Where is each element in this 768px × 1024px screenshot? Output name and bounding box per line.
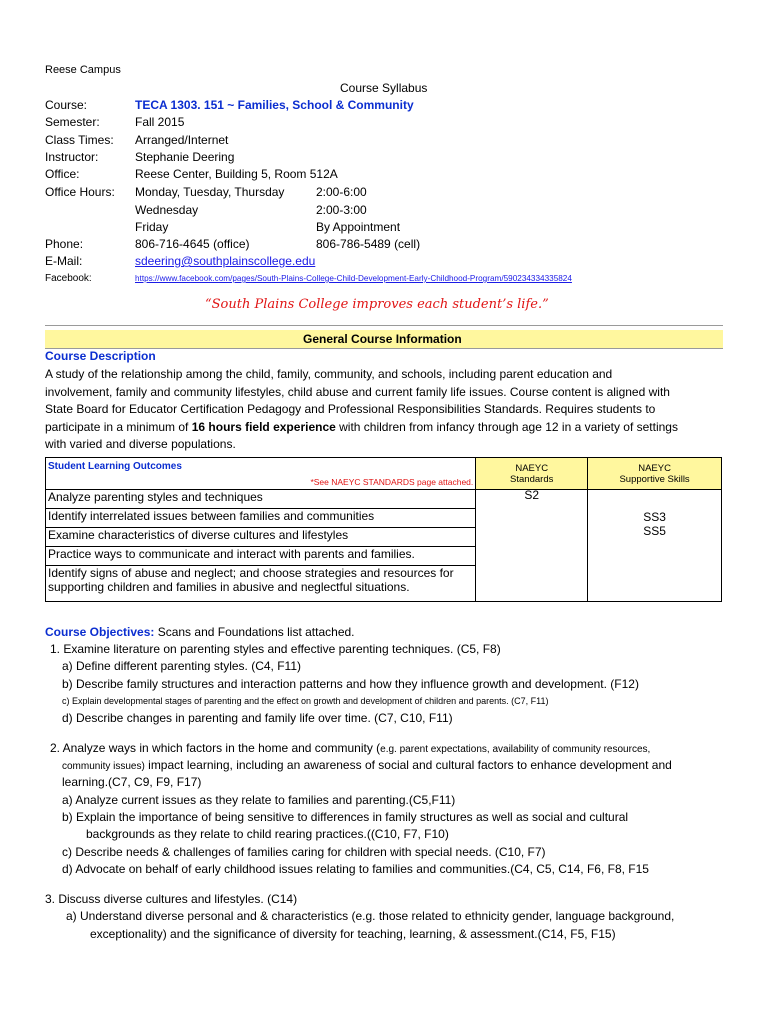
- table-header-row: [46, 458, 722, 490]
- course-label: Course:: [45, 98, 88, 112]
- objective-1b: b) Describe family structures and interaction patterns and how they influence growth and development. (F12): [62, 677, 639, 691]
- standards-cell: S2: [476, 490, 588, 602]
- objective-3: 3. Discuss diverse cultures and lifestyles. (C14): [45, 892, 298, 906]
- objective-1: 1. Examine literature on parenting styles and effective parenting techniques. (C5, F8): [50, 642, 501, 656]
- learning-outcomes-table: [45, 457, 722, 602]
- objective-2-line2: community issues) impact learning, including an awareness of social and cultural factors to enhance development and: [62, 758, 672, 772]
- objective-1d: d) Describe changes in parenting and family life over time. (C7, C10, F11): [62, 711, 453, 725]
- email-label: E-Mail:: [45, 254, 83, 268]
- description-line: with varied and diverse populations.: [45, 437, 236, 451]
- skills-header: NAEYC Supportive Skills: [588, 458, 722, 490]
- doc-title: Course Syllabus: [340, 81, 428, 95]
- college-motto: “South Plains College improves each student’s life.”: [205, 297, 549, 312]
- office-hours-days-3: Friday: [135, 220, 169, 234]
- table-row: [46, 490, 722, 509]
- description-line: State Board for Educator Certification Pedagogy and Professional Responsibilities Standards. Requires students to: [45, 402, 656, 416]
- slo-header: Student Learning Outcomes: [48, 461, 182, 472]
- objective-2c: c) Describe needs & challenges of families caring for children with special needs. (C10, F7): [62, 845, 546, 859]
- class-times-value: Arranged/Internet: [135, 133, 229, 147]
- description-line: A study of the relationship among the child, family, community, and schools, including parent education and: [45, 367, 613, 381]
- class-times-label: Class Times:: [45, 133, 114, 147]
- objective-3a: a) Understand diverse personal and & characteristics (e.g. those related to ethnicity gender, language background,: [66, 909, 675, 923]
- email-link[interactable]: sdeering@southplainscollege.edu: [135, 254, 316, 268]
- naeyc-note: *See NAEYC STANDARDS page attached.: [310, 477, 474, 487]
- skills-cell: SS3 SS5: [588, 490, 722, 602]
- objective-1a: a) Define different parenting styles. (C4, F11): [62, 659, 302, 673]
- office-hours-label: Office Hours:: [45, 185, 115, 199]
- objective-2b: b) Explain the importance of being sensitive to differences in family structures as well as social and cultural: [62, 810, 629, 824]
- objective-2d: d) Advocate on behalf of early childhood issues relating to families and communities.(C4, C5, C14, F6, F8, F15: [62, 862, 649, 876]
- objective-1c: c) Explain developmental stages of parenting and the effect on growth and development of children and parents. (C7, F11): [62, 696, 549, 706]
- objectives-heading: Course Objectives: Scans and Foundations list attached.: [45, 625, 355, 639]
- office-hours-time-1: 2:00-6:00: [316, 185, 367, 199]
- facebook-link[interactable]: https://www.facebook.com/pages/South-Plains-College-Child-Development-Early-Childhood-Program/590234334335824: [135, 274, 572, 283]
- instructor-label: Instructor:: [45, 150, 99, 164]
- office-hours-days-1: Monday, Tuesday, Thursday: [135, 185, 285, 199]
- outcome-cell: Analyze parenting styles and techniques: [46, 490, 476, 509]
- outcome-cell: Examine characteristics of diverse cultures and lifestyles: [46, 528, 476, 547]
- general-info-heading: General Course Information: [303, 332, 462, 346]
- campus-label: Reese Campus: [45, 64, 121, 76]
- description-line: participate in a minimum of 16 hours field experience with children from infancy through age 12 in a variety of settings: [45, 419, 678, 434]
- semester-value: Fall 2015: [135, 115, 185, 129]
- semester-label: Semester:: [45, 115, 100, 129]
- office-label: Office:: [45, 167, 80, 181]
- objective-2b-cont: backgrounds as they relate to child rearing practices.((C10, F7, F10): [86, 827, 449, 841]
- outcome-cell: Practice ways to communicate and interact with parents and families.: [46, 547, 476, 566]
- outcome-cell: Identify signs of abuse and neglect; and choose strategies and resources for supporting children and families in abusive and neglectful situations.: [46, 566, 476, 602]
- objective-2-line3: learning.(C7, C9, F9, F17): [62, 775, 202, 789]
- office-hours-time-2: 2:00-3:00: [316, 203, 367, 217]
- standards-header: NAEYC Standards: [476, 458, 588, 490]
- course-value: TECA 1303. 151 ~ Families, School & Community: [135, 98, 414, 112]
- office-hours-time-3: By Appointment: [316, 220, 401, 234]
- field-experience-highlight: 16 hours field experience: [191, 419, 336, 434]
- phone-office: 806-716-4645 (office): [135, 237, 250, 251]
- outcome-cell: Identify interrelated issues between families and communities: [46, 509, 476, 528]
- objective-2: 2. Analyze ways in which factors in the home and community (e.g. parent expectations, availability of community resources,: [50, 741, 651, 755]
- office-hours-days-2: Wednesday: [135, 203, 199, 217]
- facebook-label: Facebook:: [45, 273, 92, 284]
- slo-header-cell: [46, 458, 476, 490]
- course-description: [45, 366, 725, 454]
- instructor-value: Stephanie Deering: [135, 150, 235, 164]
- objective-2a: a) Analyze current issues as they relate to families and parenting.(C5,F11): [62, 793, 456, 807]
- divider: [45, 325, 723, 326]
- course-description-heading: Course Description: [45, 349, 156, 363]
- description-line: involvement, family and community lifestyles, child abuse and current family life issues. Course content is aligned with: [45, 384, 670, 399]
- office-value: Reese Center, Building 5, Room 512A: [135, 167, 338, 181]
- objective-3a-cont: exceptionality) and the significance of diversity for teaching, learning, & assessment.(C14, F5, F15): [90, 927, 616, 941]
- phone-label: Phone:: [45, 237, 84, 251]
- phone-cell: 806-786-5489 (cell): [316, 237, 421, 251]
